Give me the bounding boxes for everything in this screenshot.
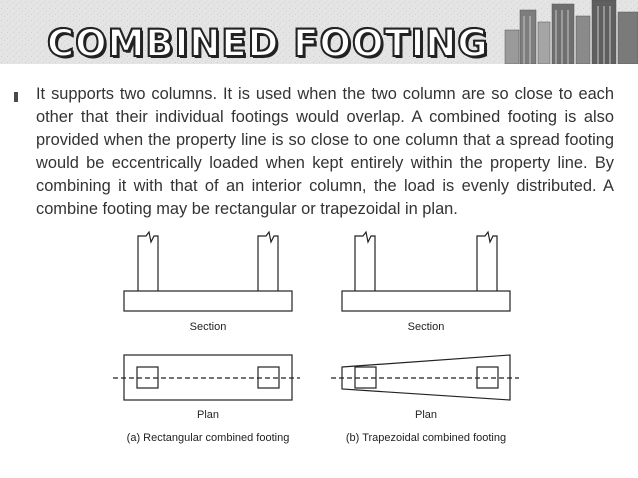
trap-plan-label: Plan xyxy=(414,409,438,421)
rect-plan-drawing xyxy=(113,355,300,400)
trap-section-drawing xyxy=(342,232,510,311)
rect-section-drawing xyxy=(124,232,292,311)
body-paragraph: It supports two columns. It is used when the two column are so close to each other that their individual footings would overlap. A combined footing is also provided when the property line is so close to one column that a spread footing would be eccentrically loaded when kept entirely within the property line. By combining it with that of an interior column, the load is evenly distributed. A combine footing may be rectangular or trapezoidal in plan. xyxy=(36,85,614,218)
trap-section-label: Section xyxy=(407,321,445,333)
rect-caption: (a) Rectangular combined footing xyxy=(126,432,290,444)
rect-section-label: Section xyxy=(189,321,227,333)
trap-caption: (b) Trapezoidal combined footing xyxy=(345,432,507,444)
rect-plan-label: Plan xyxy=(196,409,220,421)
trap-plan-drawing xyxy=(331,355,519,400)
page-title: COMBINED FOOTING xyxy=(47,22,489,64)
